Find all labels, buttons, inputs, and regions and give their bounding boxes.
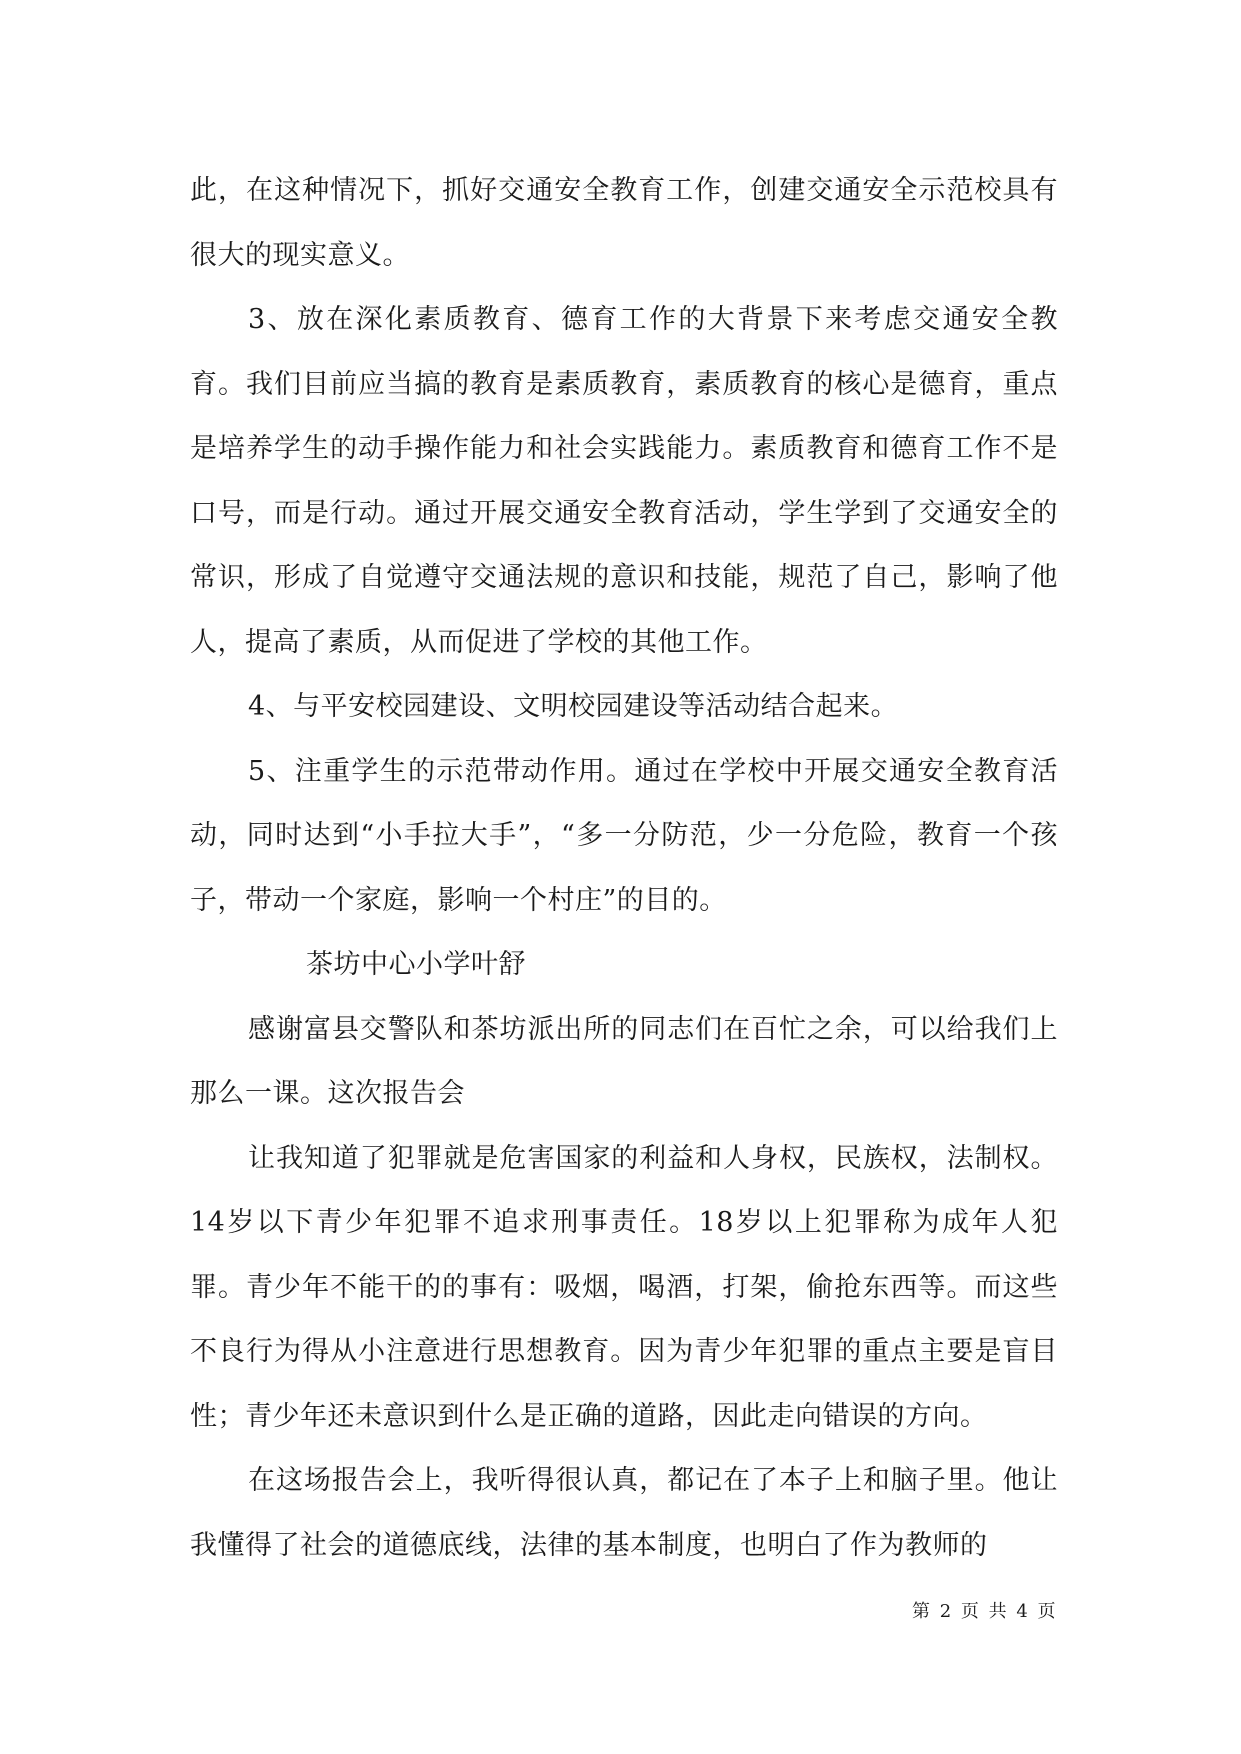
author-signature: 茶坊中心小学叶舒 bbox=[306, 949, 526, 980]
paragraph-point-3: 3、放在深化素质教育、德育工作的大背景下来考虑交通安全教育。我们目前应当搞的教育是素质教育，素质教育的核心是德育，重点是培养学生的动手操作能力和社会实践能力。素质教育和德育工作不是口号，而是行动。通过开展交通安全教育活动，学生学到了交通安全的常识，形成了自觉遵守交通法规的意识和技能，规范了自己，影响了他人，提高了素质，从而促进了学校的其他工作。 bbox=[190, 304, 1058, 658]
paragraph-thanks: 感谢富县交警队和茶坊派出所的同志们在百忙之余，可以给我们上那么一课。这次报告会 bbox=[190, 1013, 1058, 1109]
paragraph-reflection: 在这场报告会上，我听得很认真，都记在了本子上和脑子里。他让我懂得了社会的道德底线，法律的基本制度，也明白了作为教师的 bbox=[190, 1465, 1058, 1561]
paragraph-point-5: 5、注重学生的示范带动作用。通过在学校中开展交通安全教育活动，同时达到“小手拉大手”，“多一分防范，少一分危险，教育一个孩子，带动一个家庭，影响一个村庄”的目的。 bbox=[190, 755, 1058, 916]
document-body bbox=[190, 159, 1058, 1578]
paragraph-continuation: 此，在这种情况下，抓好交通安全教育工作，创建交通安全示范校具有很大的现实意义。 bbox=[190, 175, 1058, 271]
page-number-footer: 第 2 页 共 4 页 bbox=[912, 1601, 1058, 1622]
paragraph-crime-knowledge: 让我知道了犯罪就是危害国家的利益和人身权，民族权，法制权。14岁以下青少年犯罪不追求刑事责任。18岁以上犯罪称为成年人犯罪。青少年不能干的的事有：吸烟，喝酒，打架，偷抢东西等。而这些不良行为得从小注意进行思想教育。因为青少年犯罪的重点主要是盲目性；青少年还未意识到什么是正确的道路，因此走向错误的方向。 bbox=[190, 1142, 1058, 1432]
paragraph-point-4: 4、与平安校园建设、文明校园建设等活动结合起来。 bbox=[248, 691, 899, 722]
